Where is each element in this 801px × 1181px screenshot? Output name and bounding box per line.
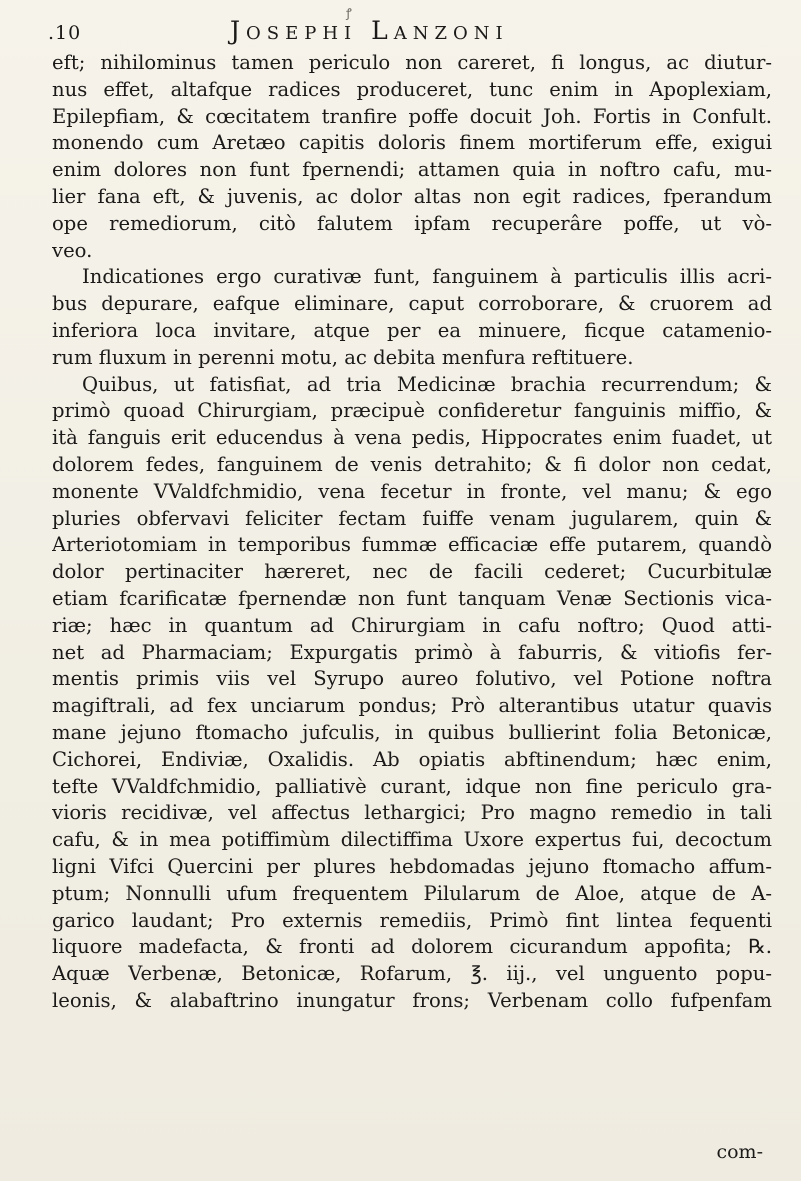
text-line: monente VValdfchmidio, vena fecetur in fronte, vel manu; & ego (52, 479, 772, 503)
page-header (40, 8, 760, 44)
text-line: dolor pertinaciter hæreret, nec de facili cederet; Cucurbitulæ (52, 560, 772, 584)
running-head: Josephi Lanzoni (230, 16, 509, 45)
text-line: Quibus, ut fatisfiat, ad tria Medicinæ brachia recurrendum; & (82, 372, 772, 396)
text-line: tefte VValdfchmidio, palliativè curant, idque non fine periculo gra- (52, 774, 772, 798)
text-line: Aquæ Verbenæ, Betonicæ, Rofarum, ℥. iij., vel unguento popu- (52, 962, 772, 986)
text-line: magiftrali, ad fex unciarum pondus; Prò alterantibus utatur quavis (52, 694, 772, 718)
printer-ornament: ꝭ (346, 6, 352, 20)
text-line: primò quoad Chirurgiam, præcipuè confideretur fanguinis miffio, & (52, 399, 772, 423)
text-line: bus depurare, eafque eliminare, caput corroborare, & cruorem ad (52, 292, 772, 316)
text-line: riæ; hæc in quantum ad Chirurgiam in cafu noftro; Quod atti- (52, 613, 772, 637)
text-line: ope remediorum, citò falutem ipfam recuperâre poffe, ut vò- (52, 211, 772, 235)
text-line: mane jejuno ftomacho jufculis, in quibus bullierint folia Betonicæ, (52, 720, 772, 744)
text-line: ligni Vifci Quercini per plures hebdomadas jejuno ftomacho affum- (52, 854, 772, 878)
page-number: .10 (48, 22, 82, 44)
text-line: pluries obfervavi feliciter fectam fuiffe venam jugularem, quin & (52, 506, 772, 530)
body-text (52, 50, 772, 1015)
text-line: mentis primis viis vel Syrupo aureo folutivo, vel Potione noftra (52, 667, 772, 691)
text-line: Arteriotomiam in temporibus fummæ efficaciæ effe putarem, quandò (52, 533, 772, 557)
text-line: liquore madefacta, & fronti ad dolorem cicurandum appofita; ℞. (52, 935, 772, 959)
text-line: ptum; Nonnulli ufum frequentem Pilularum de Aloe, atque de A- (52, 881, 772, 905)
text-line: etiam fcarificatæ fpernendæ non funt tanquam Venæ Sectionis vica- (52, 586, 772, 610)
text-line: Cichorei, Endiviæ, Oxalidis. Ab opiatis abftinendum; hæc enim, (52, 747, 772, 771)
text-line: nus effet, altafque radices produceret, tunc enim in Apoplexiam, (52, 77, 772, 101)
text-line: Indicationes ergo curativæ funt, fanguinem à particulis illis acri- (82, 265, 772, 289)
text-line: leonis, & alabaftrino inungatur frons; Verbenam collo fufpenfam (52, 988, 772, 1012)
text-line: net ad Pharmaciam; Expurgatis primò à faburris, & vitiofis fer- (52, 640, 772, 664)
text-line: lier fana eft, & juvenis, ac dolor altas non egit radices, fperandum (52, 184, 772, 208)
text-line: inferiora loca invitare, atque per ea minuere, ficque catamenio- (52, 318, 772, 342)
catchword: com- (716, 1141, 763, 1163)
text-line: garico laudant; Pro externis remediis, Primò fint lintea fequenti (52, 908, 772, 932)
text-line: Epilepfiam, & cœcitatem tranfire poffe docuit Joh. Fortis in Confult. (52, 104, 772, 128)
text-line: rum fluxum in perenni motu, ac debita menfura reftituere. (52, 345, 634, 369)
text-line: ità fanguis erit educendus à vena pedis, Hippocrates enim fuadet, ut (52, 426, 772, 450)
text-line: dolorem fedes, fanguinem de venis detrahito; & fi dolor non cedat, (52, 452, 772, 476)
text-line: vioris recidivæ, vel affectus lethargici; Pro magno remedio in tali (52, 801, 772, 825)
text-line: cafu, & in mea potiffimùm dilectiffima Uxore expertus fui, decoctum (52, 828, 772, 852)
text-line: veo. (52, 238, 93, 262)
text-line: enim dolores non funt fpernendi; attamen quia in noftro cafu, mu- (52, 158, 772, 182)
text-line: eft; nihilominus tamen periculo non careret, fi longus, ac diutur- (52, 51, 772, 74)
text-line: monendo cum Aretæo capitis doloris finem mortiferum effe, exigui (52, 131, 772, 155)
